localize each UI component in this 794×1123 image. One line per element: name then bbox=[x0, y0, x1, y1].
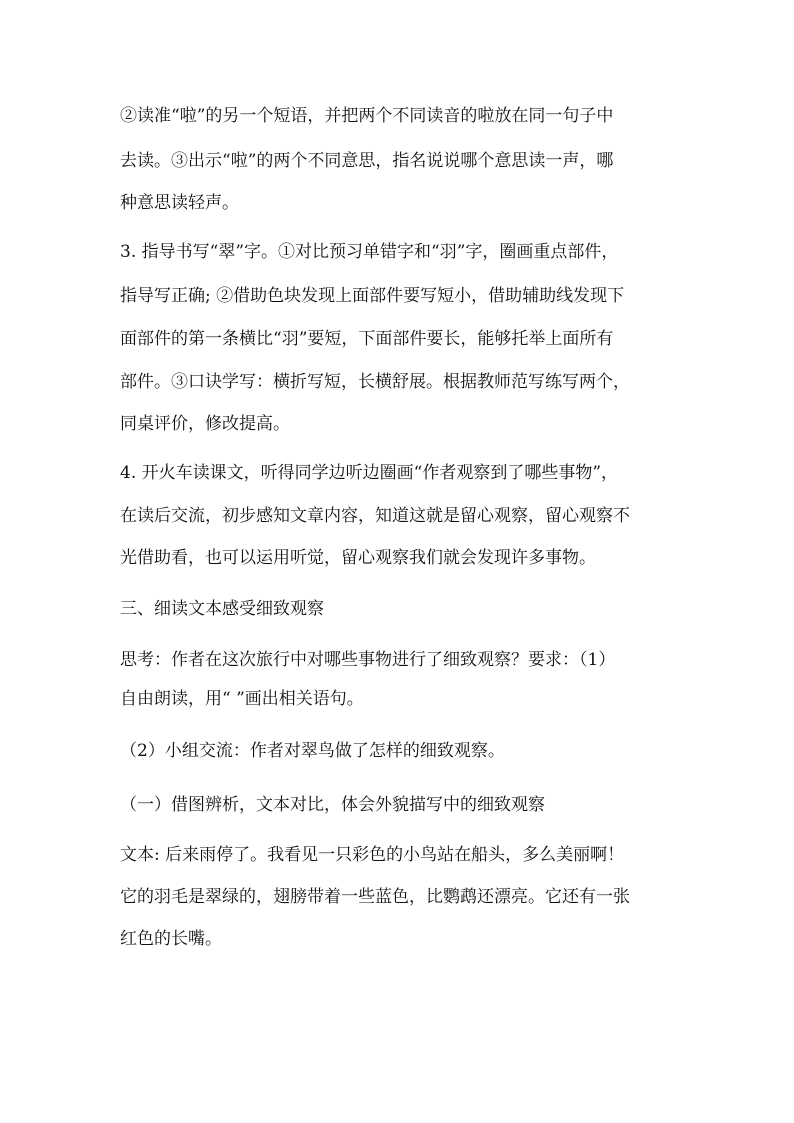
text-line: ②读准“啦”的另一个短语，并把两个不同读音的啦放在同一句子中 bbox=[120, 106, 614, 126]
section-heading: 三、细读文本感受细致观察 bbox=[120, 599, 324, 619]
text-line: 种意思读轻声。 bbox=[120, 193, 239, 213]
text-line: 思考：作者在这次旅行中对哪些事物进行了细致观察？要求：（1） bbox=[120, 650, 616, 670]
text-line: 3. 指导书写“翠”字。①对比预习单错字和“羽”字，圈画重点部件， bbox=[120, 242, 619, 262]
text-line: 面部件的第一条横比“羽”要短，下面部件要长，能够托举上面所有 bbox=[120, 329, 614, 349]
text-line: 红色的长嘴。 bbox=[120, 929, 222, 949]
text-line: 自由朗读，用“ ”画出相关语句。 bbox=[120, 689, 364, 709]
text-line: 文本: 后来雨停了。我看见一只彩色的小鸟站在船头，多么美丽啊！ bbox=[120, 845, 625, 865]
text-line: 它的羽毛是翠绿的，翅膀带着一些蓝色，比鹦鹉还漂亮。它还有一张 bbox=[120, 887, 630, 907]
subsection-heading: （一）借图辨析，文本对比，体会外貌描写中的细致观察 bbox=[120, 795, 545, 815]
text-line: 在读后交流，初步感知文章内容，知道这就是留心观察，留心观察不 bbox=[120, 506, 630, 526]
text-line: 去读。③出示“啦”的两个不同意思，指名说说哪个意思读一声，哪 bbox=[120, 151, 614, 171]
text-line: 同桌评价，修改提高。 bbox=[120, 414, 290, 434]
text-line: 光借助看，也可以运用听觉，留心观察我们就会发现许多事物。 bbox=[120, 548, 596, 568]
text-line: （2）小组交流：作者对翠鸟做了怎样的细致观察。 bbox=[120, 741, 505, 761]
text-line: 指导写正确; ②借助色块发现上面部件要写短小，借助辅助线发现下 bbox=[120, 286, 625, 306]
text-line: 部件。③口诀学写：横折写短，长横舒展。根据教师范写练写两个， bbox=[120, 372, 630, 392]
text-line: 4. 开火车读课文，听得同学边听边圈画“作者观察到了哪些事物”， bbox=[120, 463, 619, 483]
